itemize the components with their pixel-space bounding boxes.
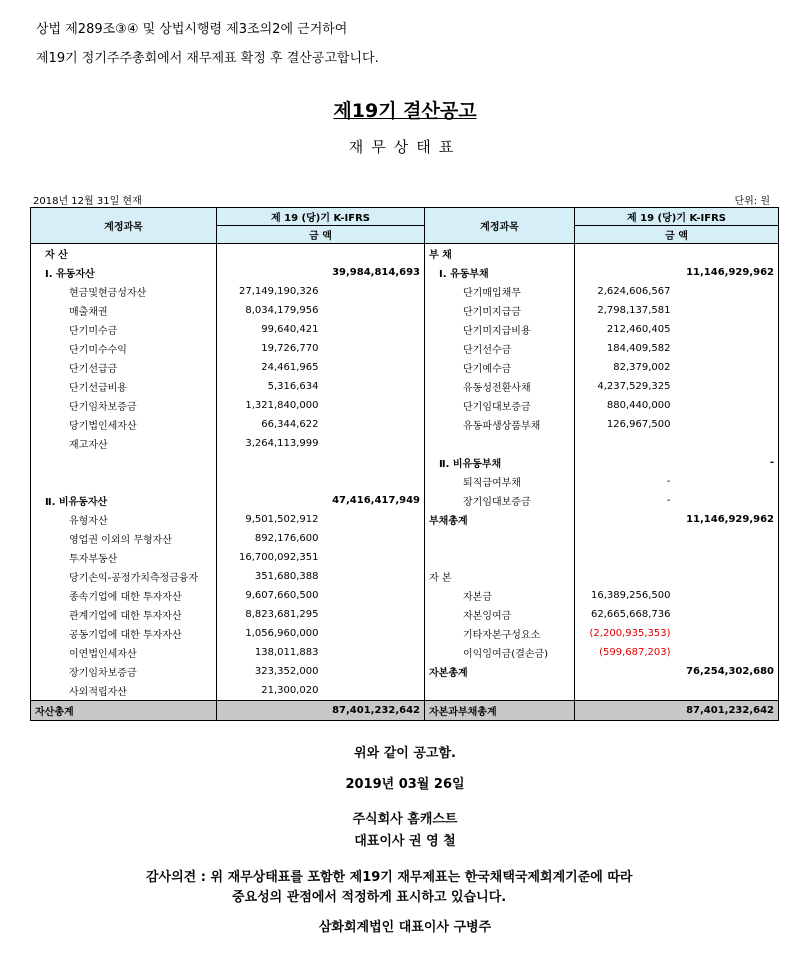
left-amount-subtotal: 39,984,814,693 xyxy=(323,263,425,282)
right-amount-subtotal xyxy=(675,681,779,701)
right-account: 단기선수금 xyxy=(425,339,575,358)
table-row xyxy=(31,662,779,681)
left-amount-detail: 5,316,634 xyxy=(267,381,319,392)
right-amount-subtotal xyxy=(675,605,779,624)
left-amount-subtotal: 47,416,417,949 xyxy=(323,491,425,510)
right-amount-detail: 82,379,002 xyxy=(613,362,671,373)
right-account: 이익잉여금(결손금) xyxy=(425,643,575,662)
left-account: 단기미수금 xyxy=(31,320,217,339)
table-row xyxy=(31,377,779,396)
right-account: Ⅰ. 유동부채 xyxy=(425,263,575,282)
assets-total-label: 자산총계 xyxy=(31,701,217,721)
left-amount-subtotal xyxy=(323,510,425,529)
right-account: 단기매입채무 xyxy=(425,282,575,301)
right-account: Ⅱ. 비유동부채 xyxy=(425,453,575,472)
right-amount-subtotal xyxy=(675,415,779,434)
left-account: 단기미수수익 xyxy=(31,339,217,358)
header-account-left: 계정과목 xyxy=(31,208,217,244)
left-amount-detail xyxy=(217,263,323,282)
left-amount-detail: 1,321,840,000 xyxy=(245,400,319,411)
table-row xyxy=(31,548,779,567)
left-account: 투자부동산 xyxy=(31,548,217,567)
right-amount-detail: (2,200,935,353) xyxy=(589,628,671,639)
right-account: 유동성전환사채 xyxy=(425,377,575,396)
table-row xyxy=(31,472,779,491)
table-row xyxy=(31,491,779,510)
table-row xyxy=(31,263,779,282)
right-amount-subtotal: 11,146,929,962 xyxy=(675,510,779,529)
header-account-right: 계정과목 xyxy=(425,208,575,244)
right-account xyxy=(425,434,575,453)
right-account: 유동파생상품부채 xyxy=(425,415,575,434)
right-amount-subtotal xyxy=(675,567,779,586)
right-amount-subtotal xyxy=(675,548,779,567)
left-amount-subtotal xyxy=(323,529,425,548)
left-amount-detail xyxy=(217,491,323,510)
header-period-right: 제 19 (당)기 K-IFRS xyxy=(575,208,779,226)
right-amount-subtotal xyxy=(675,358,779,377)
right-amount-subtotal: - xyxy=(675,453,779,472)
left-account: 현금및현금성자산 xyxy=(31,282,217,301)
right-amount-detail: 126,967,500 xyxy=(606,419,671,430)
header-period-left: 제 19 (당)기 K-IFRS xyxy=(217,208,425,226)
page-title: 제19기 결산공고 xyxy=(333,100,477,122)
right-account: 기타자본구성요소 xyxy=(425,624,575,643)
balance-sheet-table xyxy=(30,207,779,721)
left-amount-detail: 21,300,020 xyxy=(261,685,319,696)
audit-opinion-line-1: 감사의견 : 위 재무상태표를 포함한 제19기 재무제표는 한국채택국제회계기준에 따라 xyxy=(146,870,633,885)
right-amount-detail xyxy=(575,662,675,681)
table-row xyxy=(31,415,779,434)
right-amount-detail: - xyxy=(666,476,671,487)
left-amount-subtotal xyxy=(323,358,425,377)
right-amount-subtotal xyxy=(675,586,779,605)
left-amount-detail: 66,344,622 xyxy=(261,419,319,430)
left-amount-subtotal xyxy=(323,662,425,681)
left-amount-detail: 351,680,388 xyxy=(254,571,319,582)
right-amount-detail: (599,687,203) xyxy=(599,647,671,658)
right-account xyxy=(425,548,575,567)
left-amount-subtotal xyxy=(323,643,425,662)
right-amount-detail xyxy=(575,567,675,586)
right-amount-detail: 880,440,000 xyxy=(606,400,671,411)
left-account: 장기임차보증금 xyxy=(31,662,217,681)
right-account: 부 채 xyxy=(425,244,575,264)
right-amount-subtotal xyxy=(675,491,779,510)
right-amount-detail xyxy=(575,434,675,453)
right-amount-detail: 2,798,137,581 xyxy=(597,305,671,316)
right-account: 자본잉여금 xyxy=(425,605,575,624)
table-row xyxy=(31,339,779,358)
right-account: 단기임대보증금 xyxy=(425,396,575,415)
table-row xyxy=(31,301,779,320)
left-account: 관계기업에 대한 투자자산 xyxy=(31,605,217,624)
left-account: 종속기업에 대한 투자자산 xyxy=(31,586,217,605)
left-account: 단기선급비용 xyxy=(31,377,217,396)
table-row xyxy=(31,244,779,264)
notice-date: 2019년 03월 26일 xyxy=(345,777,465,792)
left-account: 단기선급금 xyxy=(31,358,217,377)
right-amount-subtotal xyxy=(675,472,779,491)
left-account: 유형자산 xyxy=(31,510,217,529)
le-total-label: 자본과부채총계 xyxy=(425,701,575,721)
right-account xyxy=(425,681,575,701)
audit-opinion-line-2: 중요성의 관점에서 적정하게 표시하고 있습니다. xyxy=(232,890,507,905)
right-account: 단기미지급비용 xyxy=(425,320,575,339)
left-amount-detail xyxy=(217,453,323,472)
table-row xyxy=(31,605,779,624)
date-line: 2018년 12월 31일 현재 xyxy=(33,196,142,207)
right-amount-detail xyxy=(575,681,675,701)
left-account xyxy=(31,453,217,472)
left-amount-subtotal xyxy=(323,320,425,339)
left-amount-subtotal xyxy=(323,396,425,415)
left-amount-subtotal xyxy=(323,282,425,301)
left-account xyxy=(31,472,217,491)
right-amount-subtotal xyxy=(675,396,779,415)
left-account: 매출채권 xyxy=(31,301,217,320)
left-amount-detail: 8,823,681,295 xyxy=(245,609,319,620)
table-row xyxy=(31,681,779,701)
left-amount-detail: 9,607,660,500 xyxy=(245,590,319,601)
right-amount-subtotal xyxy=(675,624,779,643)
left-amount-subtotal xyxy=(323,244,425,264)
table-row xyxy=(31,396,779,415)
left-amount-detail: 24,461,965 xyxy=(261,362,319,373)
right-amount-subtotal xyxy=(675,301,779,320)
left-account: 당기손익-공정가치측정금융자 xyxy=(31,567,217,586)
page-subtitle: 재무상태표 xyxy=(348,138,462,156)
company-name: 주식회사 홈캐스트 xyxy=(352,812,458,827)
right-amount-detail: - xyxy=(666,495,671,506)
left-amount-detail: 1,056,960,000 xyxy=(245,628,319,639)
right-amount-subtotal xyxy=(675,339,779,358)
right-amount-subtotal xyxy=(675,377,779,396)
header-amount-left: 금 액 xyxy=(217,226,425,244)
left-amount-subtotal xyxy=(323,681,425,701)
right-amount-subtotal xyxy=(675,282,779,301)
total-row xyxy=(31,701,779,721)
left-amount-subtotal xyxy=(323,548,425,567)
left-account: 당기법인세자산 xyxy=(31,415,217,434)
right-account: 단기예수금 xyxy=(425,358,575,377)
left-amount-subtotal xyxy=(323,377,425,396)
left-amount-subtotal xyxy=(323,605,425,624)
le-total-value: 87,401,232,642 xyxy=(675,701,779,721)
left-amount-subtotal xyxy=(323,453,425,472)
left-amount-subtotal xyxy=(323,586,425,605)
right-amount-subtotal xyxy=(675,434,779,453)
right-amount-detail xyxy=(575,453,675,472)
right-amount-subtotal: 11,146,929,962 xyxy=(675,263,779,282)
table-row xyxy=(31,320,779,339)
left-amount-detail: 892,176,600 xyxy=(254,533,319,544)
right-amount-detail xyxy=(575,244,675,264)
left-amount-subtotal xyxy=(323,415,425,434)
left-account: 재고자산 xyxy=(31,434,217,453)
right-account: 퇴직급여부채 xyxy=(425,472,575,491)
table-row xyxy=(31,510,779,529)
left-amount-detail: 323,352,000 xyxy=(254,666,319,677)
left-amount-detail: 16,700,092,351 xyxy=(238,552,319,563)
right-amount-subtotal xyxy=(675,320,779,339)
left-amount-detail xyxy=(217,244,323,264)
left-account: 이연법인세자산 xyxy=(31,643,217,662)
right-amount-detail xyxy=(575,529,675,548)
left-account: 사외적립자산 xyxy=(31,681,217,701)
right-amount-subtotal xyxy=(675,244,779,264)
table-row xyxy=(31,282,779,301)
right-amount-detail xyxy=(575,510,675,529)
right-amount-detail: 2,624,606,567 xyxy=(597,286,671,297)
table-row xyxy=(31,529,779,548)
unit-label: 단위: 원 xyxy=(734,196,770,207)
left-amount-detail: 27,149,190,326 xyxy=(238,286,319,297)
right-account: 부채총계 xyxy=(425,510,575,529)
left-amount-detail: 9,501,502,912 xyxy=(245,514,319,525)
right-account: 자본금 xyxy=(425,586,575,605)
right-amount-subtotal: 76,254,302,680 xyxy=(675,662,779,681)
right-account: 단기미지급금 xyxy=(425,301,575,320)
left-amount-subtotal xyxy=(323,434,425,453)
table-row xyxy=(31,453,779,472)
table-row xyxy=(31,643,779,662)
right-amount-detail: 184,409,582 xyxy=(606,343,671,354)
right-account: 장기임대보증금 xyxy=(425,491,575,510)
left-amount-detail: 99,640,421 xyxy=(261,324,319,335)
left-amount-subtotal xyxy=(323,339,425,358)
assets-total-value: 87,401,232,642 xyxy=(323,701,425,721)
right-account xyxy=(425,529,575,548)
right-amount-detail: 212,460,405 xyxy=(606,324,671,335)
left-account: Ⅰ. 유동자산 xyxy=(31,263,217,282)
right-amount-subtotal xyxy=(675,529,779,548)
intro-line-2: 제19기 정기주주총회에서 재무제표 확정 후 결산공고합니다. xyxy=(36,51,379,66)
left-amount-detail: 19,726,770 xyxy=(261,343,319,354)
notice-text: 위와 같이 공고함. xyxy=(354,746,456,761)
table-row xyxy=(31,434,779,453)
left-amount-subtotal xyxy=(323,472,425,491)
table-row xyxy=(31,586,779,605)
right-amount-detail xyxy=(575,263,675,282)
left-amount-subtotal xyxy=(323,624,425,643)
intro-line-1: 상법 제289조③④ 및 상법시행령 제3조의2에 근거하여 xyxy=(36,22,348,37)
right-account: 자 본 xyxy=(425,567,575,586)
right-amount-detail xyxy=(575,548,675,567)
left-account: 단기임차보증금 xyxy=(31,396,217,415)
left-account: 영업권 이외의 무형자산 xyxy=(31,529,217,548)
table-row xyxy=(31,567,779,586)
right-amount-detail: 4,237,529,325 xyxy=(597,381,671,392)
left-amount-subtotal xyxy=(323,301,425,320)
right-amount-detail: 62,665,668,736 xyxy=(590,609,671,620)
left-account: 자 산 xyxy=(31,244,217,264)
left-amount-detail: 138,011,883 xyxy=(254,647,319,658)
right-amount-detail: 16,389,256,500 xyxy=(590,590,671,601)
auditor-name: 삼화회계법인 대표이사 구병주 xyxy=(318,920,492,935)
table-row xyxy=(31,624,779,643)
left-amount-detail xyxy=(217,472,323,491)
left-amount-subtotal xyxy=(323,567,425,586)
right-account: 자본총계 xyxy=(425,662,575,681)
ceo-name: 대표이사 권 영 철 xyxy=(354,834,456,849)
left-amount-detail: 8,034,179,956 xyxy=(245,305,319,316)
left-account: Ⅱ. 비유동자산 xyxy=(31,491,217,510)
left-account: 공동기업에 대한 투자자산 xyxy=(31,624,217,643)
right-amount-subtotal xyxy=(675,643,779,662)
table-row xyxy=(31,358,779,377)
left-amount-detail: 3,264,113,999 xyxy=(245,438,319,449)
header-amount-right: 금 액 xyxy=(575,226,779,244)
